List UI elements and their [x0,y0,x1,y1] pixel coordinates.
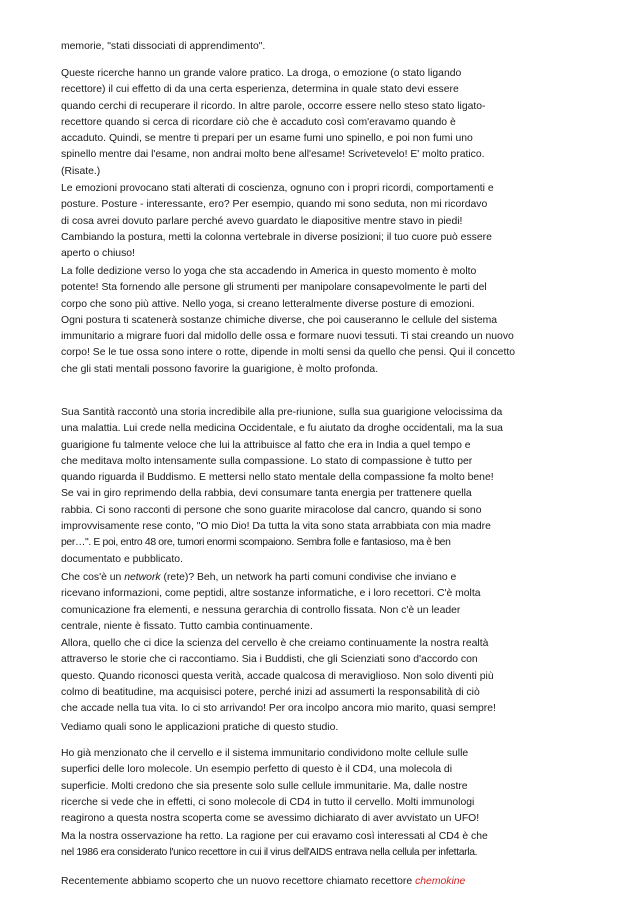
text-line: comunicazione fra elementi, e nessuna gerarchia di controllo fissata. Non c'è un leader [61,604,461,616]
paragraph-yoga [61,264,581,378]
text-line: potente! Sta fornendo alle persone gli strumenti per manipolare consapevolmente le parti del [61,282,487,294]
text-line: documentato e pubblicato. [61,553,183,565]
text-line: che gli stati mentali possono favorire la guarigione, è molto profonda. [61,363,379,375]
emphasis-network: network [124,572,161,583]
text-line: centrale, niente è fissato. Tutto cambia continuamente. [61,620,313,632]
text-line: Le emozioni provocano stati alterati di coscienza, ognuno con i propri ricordi, comportamenti e [61,183,494,194]
text-line: una malattia. Lui crede nella medicina Occidentale, e fu aiutato da droghe occidentali, ma la sua [61,423,503,435]
text-line: corpo! Se le tue ossa sono intere o rotte, dipende in molti sensi da quello che pensi. Qui il concetto [61,347,515,359]
paragraph-sua-santita [61,405,581,568]
paragraph-fragment-memorie [61,39,581,55]
text-line: improvvisamente rese conto, "O mio Dio! Da tutta la vita sono stata arrabbiata con mia madre [61,521,491,533]
text-line: accaduto. Quindi, se mentre ti prepari per un esame fumi uno spinello, e poi non fumi uno [61,133,473,145]
text-line: Ogni postura ti scatenerà sostanze chimiche diverse, che poi causeranno le cellule del sistema [61,314,498,326]
text-line [61,874,581,890]
text-line: spinello mentre dai l'esame, non andrai molto bene all'esame! Scrivetevelo! E' molto pratico. [61,149,485,161]
text-run: Che cos'è un [61,572,125,583]
text-line: corpo che sono più attive. Nello yoga, si creano letteralmente diverse posture di emozioni. [61,298,475,310]
text-line: che accade nella tua vita. Io ci sto arrivando! Per ora incolpo ancora mio marito, quasi sempre! [61,703,496,715]
text-line: di cosa avrei dovuto parlare perché avevo guardato le diapositive mentre stavo in piedi! [61,215,463,227]
text-line: Cambiando la postura, metti la colonna vertebrale in diverse posizioni; il tuo cuore può essere [61,231,492,243]
text-line: reagirono a questa nostra scoperta come se avessimo dichiarato di aver avvistato un UFO! [61,813,480,825]
text-line: superfici delle loro molecole. Un esempio perfetto di questo è il CD4, una molecola di [61,764,453,776]
text-line: ricevano informazioni, come peptidi, altre sostanze informatiche, e i loro recettori. C'è molta [61,588,481,600]
paragraph-osservazione [61,829,581,862]
highlight-chemokine: chemokine [415,876,466,887]
text-line: Se vai in giro reprimendo della rabbia, devi consumare tanta energia per trattenere quella [61,488,472,500]
text-line: immunitario a migrare fuori dal midollo delle ossa e formare nuovi tessuti. Ti stai creando un nuovo [61,331,514,343]
text-line: quando cerchi di recuperare il ricordo. In altre parole, occorre essere nello steso stato ligato- [61,100,486,112]
text-line: Sua Santità raccontò una storia incredibile alla pre-riunione, sulla sua guarigione velocissima da [61,407,503,418]
text-line: Queste ricerche hanno un grande valore pratico. La droga, o emozione (o stato ligando [61,68,462,79]
text-line: memorie, "stati dissociati di apprendimento". [61,41,266,52]
paragraph-applicazioni [61,720,581,736]
text-line: Vediamo quali sono le applicazioni pratiche di questo studio. [61,722,339,733]
text-run: Recentemente abbiamo scoperto che un nuovo recettore chiamato recettore [61,876,416,887]
text-line: La folle dedizione verso lo yoga che sta accadendo in America in questo momento è molto [61,266,477,277]
paragraph-ricerche [61,66,581,180]
text-line: posture. Posture - interessante, ero? Per esempio, quando mi sono seduta, non mi ricordavo [61,199,488,211]
text-line: nel 1986 era considerato l'unico recettore in cui il virus dell'AIDS entrava nella cellula per infettarla. [61,847,478,859]
text-line: (Risate.) [61,165,101,177]
text-line: per…". E poi, entro 48 ore, tumori enormi scompaiono. Sembra folle e fantasioso, ma è ben [61,537,451,549]
text-line: recettore quando si cerca di ricordare ciò che è accaduto così com'eravamo quando è [61,116,456,128]
text-line: che meditava molto intensamente sulla compassione. Lo stato di compassione è tutto per [61,455,473,467]
text-line: Ho già menzionato che il cervello e il sistema immunitario condividono molte cellule sulle [61,748,469,759]
text-line: quando riguarda il Buddismo. E mettersi nello stato mentale della compassione fa molto bene! [61,472,494,484]
text-line: ricerche si vede che in effetti, ci sono molecole di CD4 in tutto il cervello. Molti immunologi [61,796,475,808]
text-line: recettore) il cui effetto di da una certa esperienza, determina in quale stato devi essere [61,84,459,96]
text-line: colmo di beatitudine, ma acquisisci potere, perché inizi ad assumerti la responsabilità di ciò [61,686,480,698]
text-line: superficie. Molti credono che sia presente solo sulle cellule immunitarie. Ma, dalle nostre [61,780,468,792]
text-line: attraverso le storie che ci raccontiamo. Sia i Buddisti, che gli Scienziati sono d'accordo con [61,654,478,666]
text-line: guarigione fu talmente veloce che lui la attribuisce al fatto che era in India a quel tempo e [61,439,471,451]
text-line: aperto o chiuso! [61,248,135,260]
paragraph-network [61,570,581,635]
text-line [61,570,581,586]
text-run: (rete)? Beh, un network ha parti comuni condivise che inviano e [160,572,457,583]
paragraph-cd4 [61,746,581,827]
text-line: Allora, quello che ci dice la scienza del cervello è che creiamo continuamente la nostra realtà [61,638,489,649]
paragraph-emozioni [61,181,581,262]
paragraph-chemokine [61,874,581,890]
text-line: rabbia. Ci sono racconti di persone che sono guarite miracolose dal cancro, quando si sono [61,504,482,516]
paragraph-cervello [61,636,581,717]
text-line: Ma la nostra osservazione ha retto. La ragione per cui eravamo così interessati al CD4 è che [61,831,488,842]
text-line: questo. Quando riconosci questa verità, accade qualcosa di meraviglioso. Non solo diventi più [61,670,494,682]
